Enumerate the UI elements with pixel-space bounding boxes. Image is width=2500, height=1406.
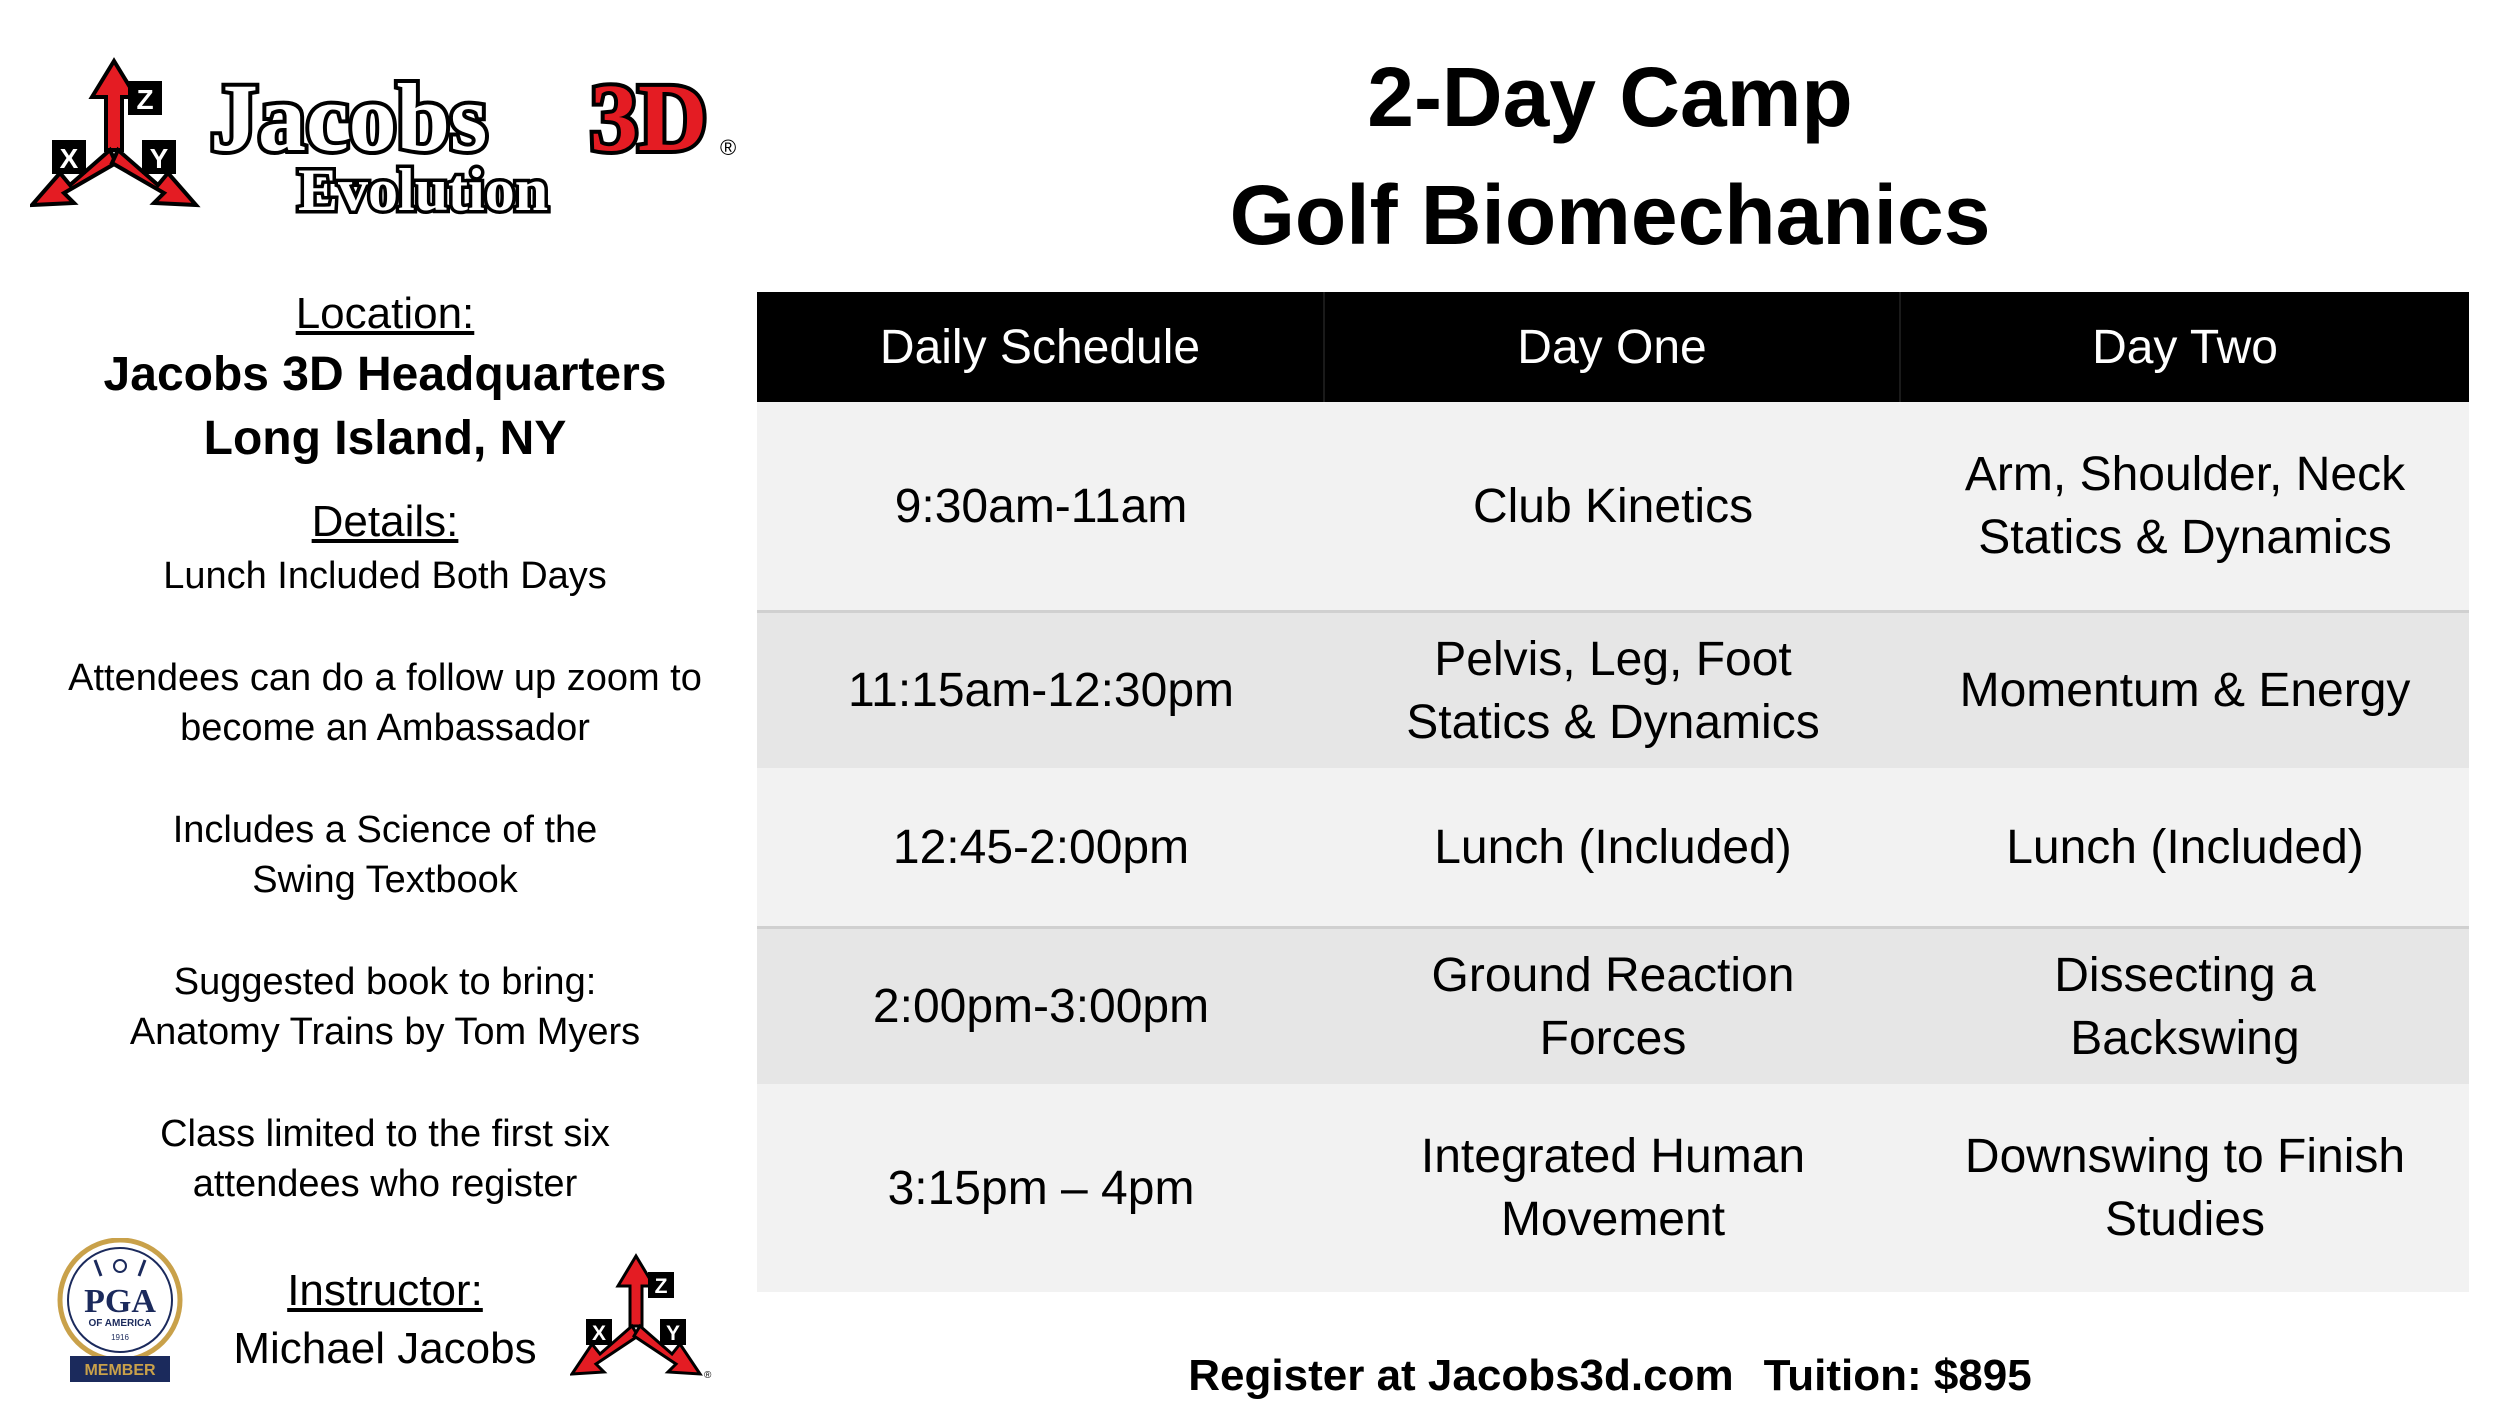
svg-text:X: X xyxy=(591,1322,607,1345)
svg-text:®: ® xyxy=(704,1370,712,1381)
row-3-day-two-text: Lunch (Included) xyxy=(2006,820,2364,874)
row-1-day-one-text: Club Kinetics xyxy=(1472,479,1754,533)
row-4-day-two-line-1: Dissecting a xyxy=(2054,948,2316,1002)
detail-textbook-line-2: Swing Textbook xyxy=(252,859,518,901)
svg-text:Y: Y xyxy=(665,1322,681,1345)
tuition-text: Tuition: $895 xyxy=(1763,1351,2032,1400)
svg-text:OF AMERICA: OF AMERICA xyxy=(88,1318,152,1329)
row-3-time: 12:45-2:00pm xyxy=(757,768,1325,926)
instructor-block xyxy=(200,1262,570,1378)
row-5-day-two-line-2: Studies xyxy=(2104,1193,2266,1246)
header-day-one: Day One xyxy=(1325,292,1901,402)
row-1-time: 9:30am-11am xyxy=(757,402,1325,610)
xyz-mini-logo-icon xyxy=(570,1252,720,1382)
row-4-day-one-line-1: Ground Reaction xyxy=(1431,948,1795,1002)
location-line-2: Long Island, NY xyxy=(203,412,567,465)
row-5-day-two-line-1: Downswing to Finish xyxy=(1964,1130,2406,1183)
info-column xyxy=(20,285,750,1209)
row-1-day-one xyxy=(1325,402,1901,610)
detail-suggested-line-2: Anatomy Trains by Tom Myers xyxy=(129,1011,641,1053)
detail-zoom xyxy=(20,653,750,753)
row-4-day-two-line-2: Backswing xyxy=(2070,1011,2300,1065)
svg-text:1916: 1916 xyxy=(111,1333,129,1342)
row-1-day-two-line-1: Arm, Shoulder, Neck xyxy=(1964,448,2406,501)
detail-textbook xyxy=(20,805,750,905)
row-5-day-two xyxy=(1901,1084,2469,1292)
svg-text:PGA: PGA xyxy=(84,1283,156,1320)
svg-text:3D: 3D xyxy=(590,64,708,171)
location-label: Location: xyxy=(295,289,475,338)
row-1-day-two-line-2: Statics & Dynamics xyxy=(1978,511,2392,564)
detail-lunch: Lunch Included Both Days xyxy=(163,555,607,597)
detail-limit-line-2: attendees who register xyxy=(192,1163,578,1205)
location-line-1: Jacobs 3D Headquarters xyxy=(103,348,667,401)
detail-zoom-line-2: become an Ambassador xyxy=(180,707,590,749)
detail-class-limit xyxy=(20,1109,750,1209)
pga-member-badge xyxy=(55,1238,185,1386)
row-2-time: 11:15am-12:30pm xyxy=(757,610,1325,768)
detail-suggested-book xyxy=(20,957,750,1057)
row-4-day-one-line-2: Forces xyxy=(1539,1011,1687,1065)
schedule-table xyxy=(757,292,2469,1292)
svg-text:Evolution: Evolution xyxy=(298,157,549,223)
page-title xyxy=(1100,38,2120,274)
row-2-day-two-text: Momentum & Energy xyxy=(1959,664,2411,717)
row-4-time: 2:00pm-3:00pm xyxy=(757,926,1325,1084)
detail-textbook-line-1: Includes a Science of the xyxy=(172,809,598,851)
svg-text:Z: Z xyxy=(654,1275,668,1298)
row-5-day-one xyxy=(1325,1084,1901,1292)
header-day-two: Day Two xyxy=(1901,292,2469,402)
row-5-day-one-line-1: Integrated Human xyxy=(1420,1130,1806,1183)
row-5-time: 3:15pm – 4pm xyxy=(757,1084,1325,1292)
detail-limit-line-1: Class limited to the first six xyxy=(160,1113,610,1155)
row-5-day-one-line-2: Movement xyxy=(1500,1193,1726,1246)
svg-text:Y: Y xyxy=(149,143,169,174)
svg-text:Jacobs: Jacobs xyxy=(210,64,488,171)
row-1-day-two xyxy=(1901,402,2469,610)
svg-text:Z: Z xyxy=(136,84,154,115)
svg-text:MEMBER: MEMBER xyxy=(84,1362,156,1379)
row-2-day-one xyxy=(1325,610,1901,768)
row-3-day-one xyxy=(1325,768,1901,926)
jacobs-3d-logo xyxy=(30,55,750,225)
row-4-day-one xyxy=(1325,926,1901,1084)
row-3-day-one-text: Lunch (Included) xyxy=(1434,820,1792,874)
title-line-2: Golf Biomechanics xyxy=(1229,168,1991,262)
detail-suggested-line-1: Suggested book to bring: xyxy=(173,961,597,1003)
xyz-axis-icon xyxy=(32,61,196,205)
svg-text:®: ® xyxy=(720,135,737,160)
title-line-1: 2-Day Camp xyxy=(1367,50,1853,144)
instructor-label: Instructor: xyxy=(287,1266,483,1315)
details-label: Details: xyxy=(311,497,459,546)
detail-zoom-line-1: Attendees can do a follow up zoom to xyxy=(68,657,702,699)
row-4-day-two xyxy=(1901,926,2469,1084)
row-2-day-one-line-2: Statics & Dynamics xyxy=(1406,695,1820,749)
instructor-name: Michael Jacobs xyxy=(233,1324,537,1373)
row-2-day-one-line-1: Pelvis, Leg, Foot xyxy=(1434,632,1792,686)
row-3-day-two xyxy=(1901,768,2469,926)
registration-footer xyxy=(1100,1348,2120,1404)
header-daily-schedule: Daily Schedule xyxy=(757,292,1325,402)
register-link-text: Register at Jacobs3d.com xyxy=(1188,1351,1734,1400)
row-2-day-two xyxy=(1901,610,2469,768)
svg-text:X: X xyxy=(59,143,79,174)
